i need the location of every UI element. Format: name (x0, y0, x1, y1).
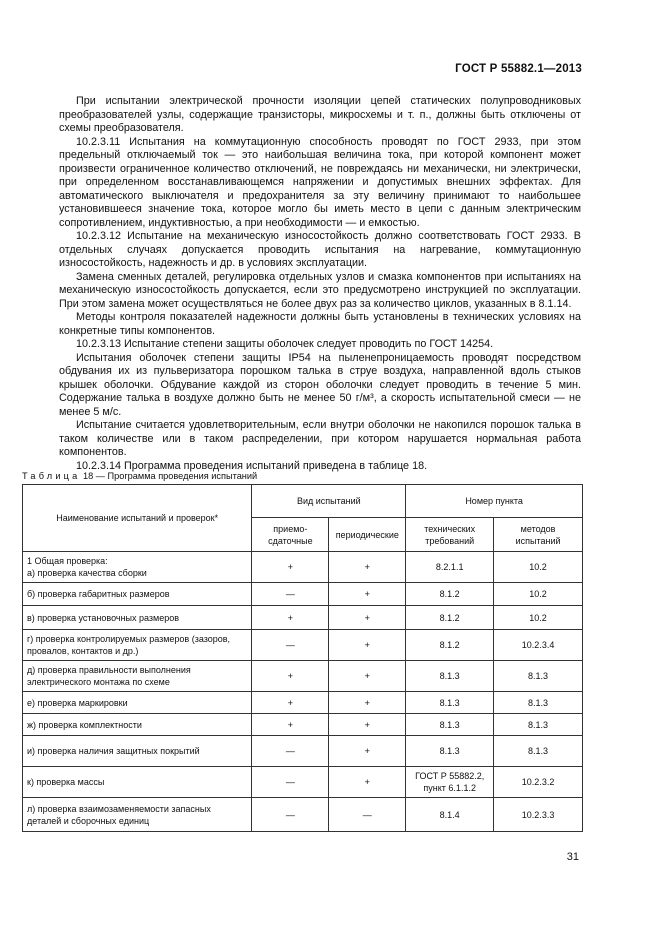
methods-clause-cell: 8.1.3 (494, 714, 583, 736)
row-name-cell: л) проверка взаимозаменяемости запасных деталей и сборочных единиц (23, 798, 252, 832)
table-row (23, 661, 583, 692)
row-name-cell: е) проверка маркировки (23, 692, 252, 714)
periodic-cell: + (329, 714, 406, 736)
page-number: 31 (566, 851, 579, 863)
col-header-requirements: технических требований (406, 518, 494, 552)
row-name-cell: д) проверка правильности выполнения электрического монтажа по схеме (23, 661, 252, 692)
col-header-periodic: периодические (329, 518, 406, 552)
requirements-clause-cell: 8.2.1.1 (406, 552, 494, 583)
col-header-acceptance: приемо-сдаточные (252, 518, 329, 552)
methods-clause-cell: 10.2.3.4 (494, 630, 583, 661)
table-row (23, 714, 583, 736)
periodic-cell: + (329, 583, 406, 606)
table-row (23, 736, 583, 767)
acceptance-cell: — (252, 767, 329, 798)
document-code: ГОСТ Р 55882.1—2013 (455, 63, 582, 75)
periodic-cell: + (329, 736, 406, 767)
paragraph: 10.2.3.12 Испытание на механическую износостойкость должно соответствовать ГОСТ 2933. В отдельных случаях допускается проводить испытания на нагревание, коммутационную износостойкость, надежность и др. в условиях эксплуатации. (59, 230, 581, 269)
table-caption (22, 471, 257, 481)
requirements-clause-cell: 8.1.3 (406, 692, 494, 714)
requirements-clause-cell: 8.1.2 (406, 630, 494, 661)
requirements-clause-cell: 8.1.3 (406, 736, 494, 767)
paragraph: Замена сменных деталей, регулировка отдельных узлов и смазка компонентов при испытаниях на механическую износостойкость допускается, если это предусмотрено инструкцией по эксплуатации. При этом замена может осуществляться не более двух раз за количество циклов, указанных в 8.1.14. (59, 270, 581, 310)
paragraph: Испытания оболочек степени защиты IP54 на пыленепроницаемость проводят посредством обдувания их из пульверизатора порошком талька в струе воздуха, направленной вдоль стыков крышек оболочки. Обдувание каждой из сторон оболочки следует проводить в течение 5 мин. Содержание талька в воздухе должно быть не менее 50 г/м³, а скорость испытательной смеси — не менее 5 м/с. (59, 351, 581, 418)
table-row (23, 606, 583, 630)
row-name-cell: ж) проверка комплектности (23, 714, 252, 736)
periodic-cell: + (329, 692, 406, 714)
paragraph: При испытании электрической прочности изоляции цепей статических полупроводниковых преобразователей узлы, содержащие транзисторы, микросхемы и т. п., должны быть отключены от схемы преобразователя. (59, 95, 581, 134)
requirements-clause-cell: 8.1.2 (406, 583, 494, 606)
paragraph: 10.2.3.14 Программа проведения испытаний приведена в таблице 18. (76, 459, 428, 472)
requirements-clause-cell: ГОСТ Р 55882.2, пункт 6.1.1.2 (406, 767, 494, 798)
row-name-cell: г) проверка контролируемых размеров (зазоров, провалов, контактов и др.) (23, 630, 252, 661)
acceptance-cell: + (252, 552, 329, 583)
body-text (59, 95, 581, 473)
table-caption-prefix: Таблица (22, 471, 81, 481)
periodic-cell: + (329, 767, 406, 798)
methods-clause-cell: 10.2.3.2 (494, 767, 583, 798)
row-name-cell: 1 Общая проверка: а) проверка качества сборки (23, 552, 252, 583)
table-row (23, 583, 583, 606)
paragraph: Методы контроля показателей надежности должны быть установлены в технических условиях на конкретные типы компонентов. (59, 311, 581, 337)
table-caption-title: 18 — Программа проведения испытаний (83, 471, 258, 481)
requirements-clause-cell: 8.1.4 (406, 798, 494, 832)
acceptance-cell: — (252, 798, 329, 832)
paragraph: Испытание считается удовлетворительным, если внутри оболочки не накопился порошок талька в таком количестве или в таком распределении, при котором нарушается нормальная работа компонентов. (59, 419, 581, 458)
col-header-kind: Вид испытаний (252, 485, 406, 518)
row-name-cell: к) проверка массы (23, 767, 252, 798)
acceptance-cell: + (252, 714, 329, 736)
paragraph: 10.2.3.11 Испытания на коммутационную способность проводят по ГОСТ 2933, при этом предельный отключаемый ток — это наибольшая величина тока, при которой компонент может произвести ограниченное количество отключений, не повреждаясь ни механически, ни электрически, при определенном восстанавливающемся напряжении и допустимых внешних эффектах. Для автоматического выключателя и предохранителя за эту величину принимают то наибольшее установившееся значение тока, которое могло бы иметь место в цепи с данным электрическим сопротивлением, индуктивностью, а при необходимости — и емкостью. (59, 135, 581, 229)
table-row (23, 630, 583, 661)
requirements-clause-cell: 8.1.3 (406, 714, 494, 736)
acceptance-cell: — (252, 630, 329, 661)
row-name-cell: и) проверка наличия защитных покрытий (23, 736, 252, 767)
table-row (23, 692, 583, 714)
col-header-name: Наименование испытаний и проверок* (23, 485, 252, 552)
methods-clause-cell: 10.2.3.3 (494, 798, 583, 832)
periodic-cell: + (329, 661, 406, 692)
periodic-cell: + (329, 630, 406, 661)
acceptance-cell: + (252, 692, 329, 714)
table-row (23, 552, 583, 583)
methods-clause-cell: 8.1.3 (494, 661, 583, 692)
requirements-clause-cell: 8.1.3 (406, 661, 494, 692)
table-row (23, 798, 583, 832)
paragraph: 10.2.3.13 Испытание степени защиты оболочек следует проводить по ГОСТ 14254. (76, 338, 494, 350)
test-program-table (22, 484, 583, 832)
methods-clause-cell: 8.1.3 (494, 736, 583, 767)
table-row (23, 767, 583, 798)
methods-clause-cell: 10.2 (494, 552, 583, 583)
periodic-cell: + (329, 552, 406, 583)
acceptance-cell: + (252, 606, 329, 630)
periodic-cell: — (329, 798, 406, 832)
requirements-clause-cell: 8.1.2 (406, 606, 494, 630)
col-header-methods: методов испытаний (494, 518, 583, 552)
methods-clause-cell: 10.2 (494, 606, 583, 630)
col-header-clause: Номер пункта (406, 485, 583, 518)
row-name-cell: в) проверка установочных размеров (23, 606, 252, 630)
acceptance-cell: — (252, 583, 329, 606)
periodic-cell: + (329, 606, 406, 630)
methods-clause-cell: 8.1.3 (494, 692, 583, 714)
acceptance-cell: + (252, 661, 329, 692)
row-name-cell: б) проверка габаритных размеров (23, 583, 252, 606)
acceptance-cell: — (252, 736, 329, 767)
methods-clause-cell: 10.2 (494, 583, 583, 606)
